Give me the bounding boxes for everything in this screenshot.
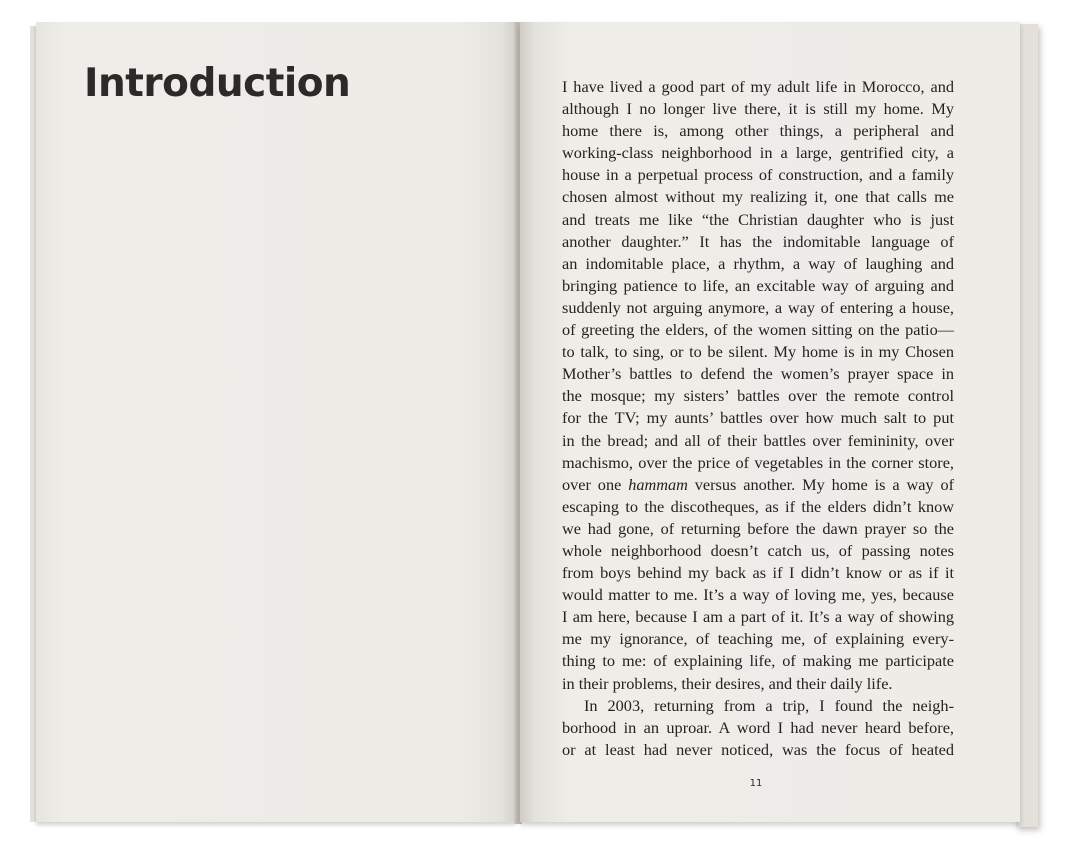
text-line: bringing patience to life, an excitable way of arguing and	[562, 275, 954, 295]
text-line: suddenly not arguing anymore, a way of entering a house,	[562, 297, 954, 317]
text-line: another daughter.” It has the indomitable language of	[562, 231, 954, 251]
text-line: In 2003, returning from a trip, I found the neigh-	[584, 695, 954, 715]
text-run: over one	[562, 474, 629, 494]
text-line: an indomitable place, a rhythm, a way of laughing and	[562, 253, 954, 273]
text-line: we had gone, of returning before the dawn prayer so the	[562, 518, 954, 538]
text-line: and treats me like “the Christian daughter who is just	[562, 209, 954, 229]
text-line: although I no longer live there, it is still my home. My	[562, 99, 954, 119]
text-line: me my ignorance, of teaching me, of explaining every-	[562, 629, 954, 649]
text-line: the mosque; my sisters’ battles over the remote control	[562, 386, 954, 406]
text-line: machismo, over the price of vegetables in the corner store,	[562, 452, 954, 472]
right-page	[520, 22, 1020, 822]
page-number: 11	[749, 778, 763, 789]
text-line: whole neighborhood doesn’t catch us, of passing notes	[562, 540, 954, 560]
text-line: Mother’s battles to defend the women’s prayer space in	[562, 364, 954, 384]
text-line: in their problems, their desires, and their daily life.	[562, 673, 893, 693]
text-line: escaping to the discotheques, as if the elders didn’t know	[562, 496, 954, 516]
text-line: I have lived a good part of my adult life in Morocco, and	[562, 77, 954, 96]
left-page	[36, 22, 516, 822]
text-line: house in a perpetual process of construction, and a family	[562, 165, 954, 185]
text-line: I am here, because I am a part of it. It’s a way of showing	[562, 607, 954, 627]
text-line: to talk, to sing, or to be silent. My home is in my Chosen	[562, 342, 954, 362]
text-line: or at least had never noticed, was the focus of heated	[562, 739, 954, 759]
italic-word: hammam	[628, 474, 688, 494]
open-book	[30, 22, 1040, 828]
text-line: home there is, among other things, a peripheral and	[562, 121, 954, 141]
text-line: thing to me: of explaining life, of making me participate	[562, 651, 954, 671]
chapter-title: Introduction	[84, 61, 351, 106]
text-line: in the bread; and all of their battles over femininity, over	[562, 430, 954, 450]
text-run: versus another. My home is a way of	[687, 474, 955, 494]
text-line: from boys behind my back as if I didn’t know or as if it	[562, 563, 954, 583]
text-line: borhood in an uproar. A word I had never heard before,	[562, 717, 954, 737]
text-line: would matter to me. It’s a way of loving me, yes, because	[562, 585, 954, 605]
text-line: for the TV; my aunts’ battles over how much salt to put	[562, 408, 954, 428]
text-line-italic	[562, 474, 954, 496]
body-text	[562, 76, 954, 761]
text-line: of greeting the elders, of the women sitting on the patio—	[562, 320, 954, 340]
text-line: chosen almost without my realizing it, one that calls me	[562, 187, 954, 207]
text-line: working-class neighborhood in a large, gentrified city, a	[562, 143, 954, 163]
